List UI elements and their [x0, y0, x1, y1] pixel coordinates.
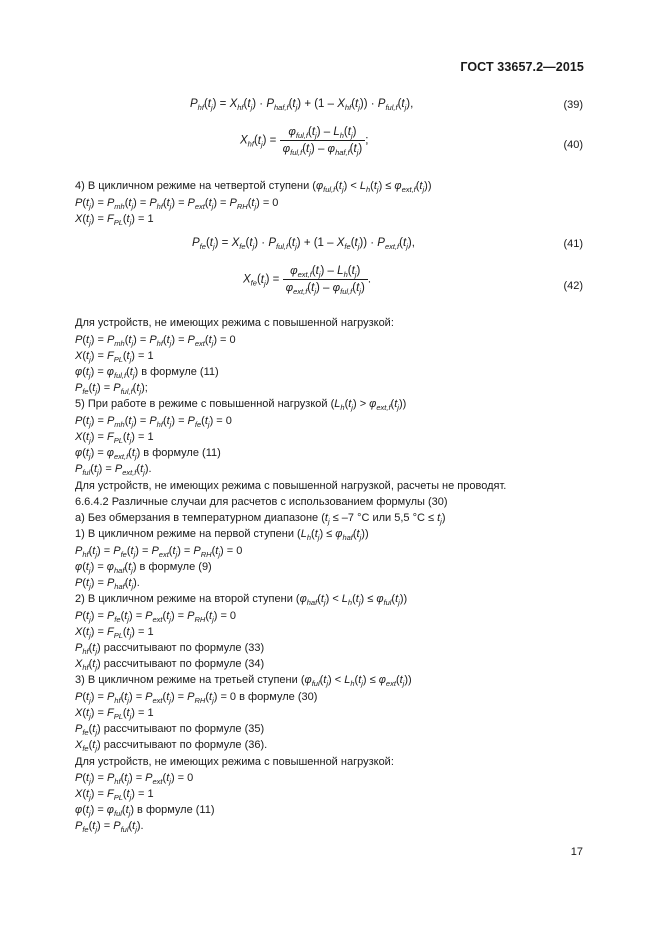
text-line: 4) В цикличном режиме на четвертой ступени $(\varphi_{ful,f}(t_j) < L_h(t_j) \le \varphi_{ext,f}(t_j))$ — [75, 180, 432, 194]
text-line: $X(t_j) = F_{PL}(t_j) = 1$ — [75, 431, 154, 445]
text-line: Для устройств, не имеющих режима с повышенной нагрузкой, расчеты не проводят. — [75, 480, 507, 492]
text-line: $X(t_j) = F_{PL}(t_j) = 1$ — [75, 788, 154, 802]
text-line: $P_{hf}(t_j)$ рассчитывают по формуле (33) — [75, 642, 265, 656]
text-line: $P_{fe}(t_j) = P_{ful,f}(t_j)$; — [75, 382, 148, 396]
text-line: $P(t_j) = P_{mh}(t_j) = P_{hf}(t_j) = P_{ext}(t_j) = P_{RH}(t_j) = 0$ — [75, 197, 279, 211]
text-line: а) Без обмерзания в температурном диапазоне ($t_j \le -7$ °C или 5,5 $^\circ C \le t_j$) — [75, 512, 446, 526]
page-number: 17 — [570, 846, 583, 858]
text-line: Для устройств, не имеющих режима с повышенной нагрузкой: — [75, 317, 394, 329]
text-line: $P(t_j) = P_{haf}(t_j)$. — [75, 577, 140, 591]
text-line: 2) В цикличном режиме на второй ступени $(\varphi_{haf}(t_j) < L_h(t_j) \le \varphi_{ful}(t_j))$ — [75, 593, 408, 607]
text-line: $\varphi(t_j) = \varphi_{haf}(t_j)$ в формуле (9) — [75, 561, 212, 575]
text-line: 3) В цикличном режиме на третьей ступени $(\varphi_{ful}(t_j) < L_h(t_j) \le \varphi_{ext}(t_j))$ — [75, 674, 412, 688]
text-line: 1) В цикличном режиме на первой ступени $(L_h(t_j) \le \varphi_{haf}(t_j))$ — [75, 528, 369, 542]
text-line: Для устройств, не имеющих режима с повышенной нагрузкой: — [75, 756, 394, 768]
text-line: $X(t_j) = F_{PL}(t_j) = 1$ — [75, 626, 154, 640]
text-line: $X_{hf}(t_j)$ рассчитывают по формуле (34) — [75, 658, 265, 672]
text-line: 5) При работе в режиме с повышенной нагрузкой $(L_h(t_j) > \varphi_{ext,f}(t_j))$ — [75, 398, 407, 412]
section-heading: 6.6.4.2 Различные случаи для расчетов с использованием формулы (30) — [75, 496, 448, 508]
equation-number: (41) — [563, 238, 583, 250]
equation-39: $P_{hf}(t_j) = X_{hf}(t_j) \cdot P_{haf,f}(t_j) + (1 - X_{hf}(t_j)) \cdot P_{ful,f}(t_j)$, — [190, 98, 414, 112]
equation-41: $P_{fe}(t_j) = X_{fe}(t_j) \cdot P_{ful,f}(t_j) + (1 - X_{fe}(t_j)) \cdot P_{ext,f}(t_j)$, — [192, 237, 415, 251]
document-header: ГОСТ 33657.2—2015 — [460, 60, 584, 74]
text-line: $X(t_j) = F_{PL}(t_j) = 1$ — [75, 350, 154, 364]
text-line: $P(t_j) = P_{mh}(t_j) = P_{hf}(t_j) = P_{ext}(t_j) = 0$ — [75, 334, 236, 348]
equation-40: $X_{hf}(t_j)$ = $\frac{\varphi_{ful,f}(t_j) - L_h(t_j)}{\varphi_{ful,f}(t_j) - \varphi_{haf,f}(t_j)}$ ; — [240, 126, 369, 157]
text-line: $X(t_j) = F_{PL}(t_j) = 1$ — [75, 707, 154, 721]
text-line: $X(t_j) = F_{PL}(t_j) = 1$ — [75, 213, 154, 227]
text-line: $P_{ful}(t_j) = P_{ext,f}(t_j)$. — [75, 463, 152, 477]
text-line: $P_{fe}(t_j)$ рассчитывают по формуле (35) — [75, 723, 265, 737]
text-line: $\varphi(t_j) = \varphi_{ext,f}(t_j)$ в формуле (11) — [75, 447, 221, 461]
text-line: $P(t_j) = P_{hf}(t_j) = P_{ext}(t_j) = 0$ — [75, 772, 194, 786]
text-line: $P(t_j) = P_{hf}(t_j) = P_{ext}(t_j) = P_{RH}(t_j) = 0$ в формуле (30) — [75, 691, 318, 705]
text-line: $X_{fe}(t_j)$ рассчитывают по формуле (36). — [75, 739, 268, 753]
equation-number: (40) — [563, 139, 583, 151]
text-line: $\varphi(t_j) = \varphi_{ful,f}(t_j)$ в формуле (11) — [75, 366, 219, 380]
text-line: $\varphi(t_j) = \varphi_{ful}(t_j)$ в формуле (11) — [75, 804, 215, 818]
text-line: $P_{fe}(t_j) = P_{ful}(t_j)$. — [75, 820, 144, 834]
equation-42: $X_{fe}(t_j)$ = $\frac{\varphi_{ext,f}(t_j) - L_h(t_j)}{\varphi_{ext,f}(t_j) - \varphi_{ful,f}(t_j)}$ . — [243, 265, 372, 296]
text-line: $P(t_j) = P_{fe}(t_j) = P_{ext}(t_j) = P_{RH}(t_j) = 0$ — [75, 610, 237, 624]
text-line: $P_{hf}(t_j) = P_{fe}(t_j) = P_{ext}(t_j) = P_{RH}(t_j) = 0$ — [75, 545, 243, 559]
equation-number: (42) — [563, 280, 583, 292]
text-line: $P(t_j) = P_{mh}(t_j) = P_{hf}(t_j) = P_{fe}(t_j) = 0$ — [75, 415, 232, 429]
equation-number: (39) — [563, 99, 583, 111]
